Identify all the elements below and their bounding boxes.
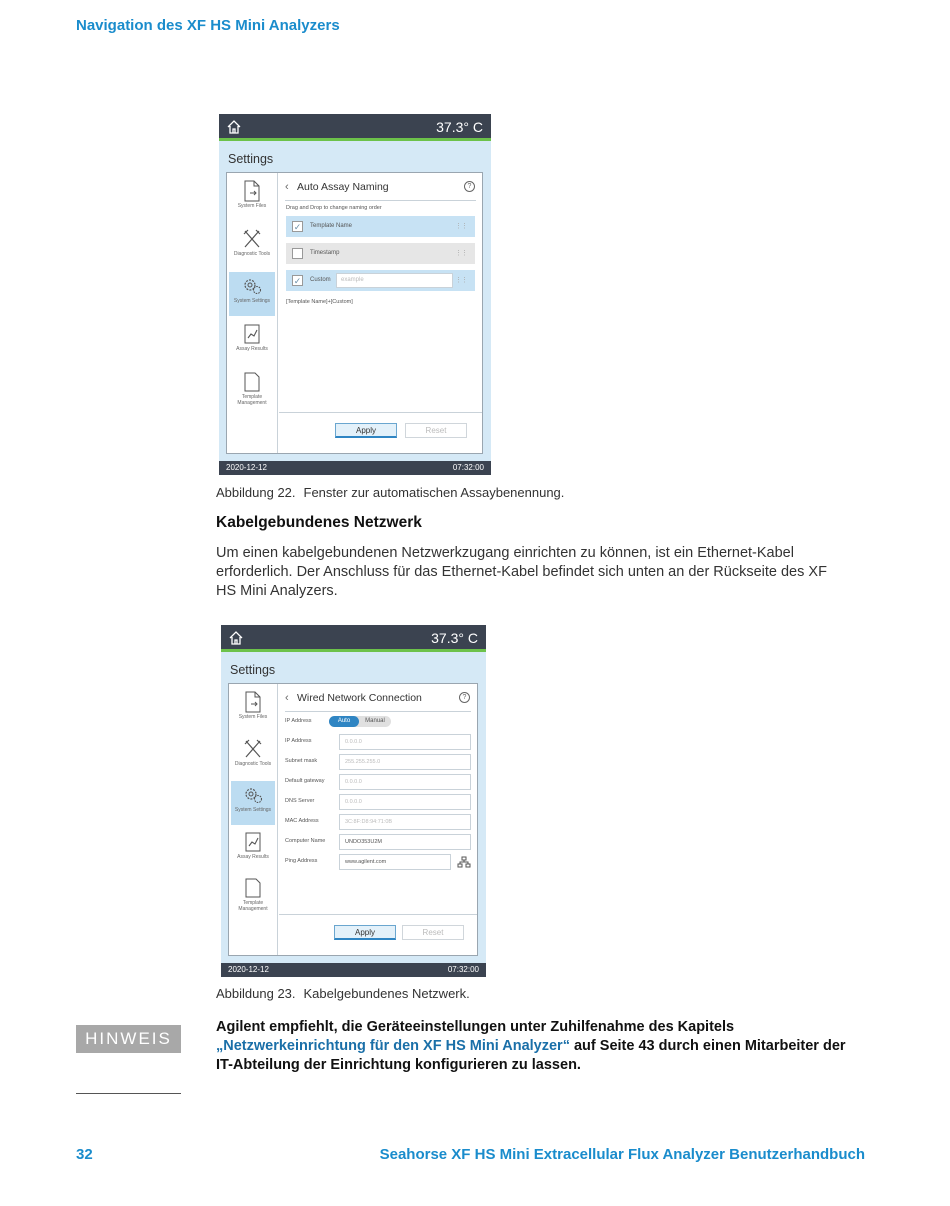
sidebar-item-diagnostic-tools[interactable]: Diagnostic Tools	[229, 225, 275, 269]
content-title: ‹ Wired Network Connection ?	[285, 690, 471, 712]
chart-doc-icon	[242, 323, 262, 345]
file-icon	[242, 180, 262, 202]
chapter-link[interactable]: „Netzwerkeinrichtung für den XF HS Mini Analyzer“	[216, 1038, 570, 1054]
note-text: Agilent empfiehlt, die Geräteeinstellungen unter Zuhilfenahme des Kapitels „Netzwerkeinrichtung für den XF HS Mini Analyzer“ auf Seite 43 durch einen Mitarbeiter der IT-Abteilung der Einrichtung konfigurieren zu lassen.	[216, 1019, 846, 1073]
template-icon	[243, 877, 263, 899]
date-readout: 2020-12-12	[226, 463, 267, 472]
temperature-readout: 37.3° C	[436, 119, 483, 135]
top-bar	[219, 114, 491, 141]
naming-row-timestamp[interactable]: Timestamp ⋮⋮	[286, 243, 475, 264]
checkbox[interactable]	[292, 248, 303, 259]
wired-network-screenshot	[221, 625, 486, 977]
gear-icon	[241, 275, 263, 297]
subnet-mask-row: Subnet mask 255.255.255.0	[285, 754, 471, 770]
sidebar-item-diagnostic-tools[interactable]: Diagnostic Tools	[231, 735, 275, 779]
sidebar-item-system-files[interactable]: System Files	[231, 688, 275, 732]
network-ping-icon[interactable]	[457, 856, 471, 868]
ip-mode-row: IP Address Auto Manual	[285, 714, 471, 730]
sidebar-item-template-management[interactable]: Template Management	[229, 368, 275, 412]
reset-button[interactable]: Reset	[402, 925, 464, 940]
settings-content	[279, 684, 477, 955]
ip-address-row: IP Address 0.0.0.0	[285, 734, 471, 750]
content-footer	[279, 914, 477, 955]
naming-row-template[interactable]: ✓ Template Name ⋮⋮	[286, 216, 475, 237]
running-header: Navigation des XF HS Mini Analyzers	[76, 17, 340, 34]
settings-title: Settings	[228, 152, 274, 166]
dns-server-field[interactable]: 0.0.0.0	[339, 794, 471, 810]
date-readout: 2020-12-12	[228, 965, 269, 974]
file-icon	[243, 691, 263, 713]
section-heading: Kabelgebundenes Netzwerk	[216, 514, 422, 531]
apply-button[interactable]: Apply	[334, 925, 396, 940]
bottom-bar	[221, 963, 486, 977]
content-footer	[279, 412, 482, 453]
computer-name-row: Computer Name UNDO353U2M	[285, 834, 471, 850]
time-readout: 07:32:00	[452, 463, 484, 472]
back-chevron-icon[interactable]: ‹	[285, 181, 289, 193]
sidebar-item-template-management[interactable]: Template Management	[231, 874, 275, 918]
naming-row-custom[interactable]: ✓ Custom example ⋮⋮	[286, 270, 475, 291]
checkbox[interactable]: ✓	[293, 222, 302, 232]
top-bar	[221, 625, 486, 652]
settings-sidebar	[227, 173, 278, 453]
drag-handle-icon[interactable]: ⋮⋮	[455, 250, 467, 257]
temperature-readout: 37.3° C	[431, 630, 478, 646]
checkbox[interactable]: ✓	[293, 276, 302, 286]
tools-icon	[243, 738, 263, 760]
ip-mode-manual[interactable]: Manual	[365, 718, 385, 724]
ping-address-field[interactable]: www.agilent.com	[339, 854, 451, 870]
settings-title: Settings	[230, 663, 276, 677]
note-badge: HINWEIS	[76, 1025, 181, 1053]
gear-icon	[242, 784, 264, 806]
ip-mode-auto[interactable]: Auto	[329, 716, 359, 727]
drag-handle-icon[interactable]: ⋮⋮	[455, 277, 467, 284]
page-number: 32	[76, 1146, 93, 1163]
content-title: ‹ Auto Assay Naming ?	[285, 179, 476, 201]
sidebar-item-assay-results[interactable]: Assay Results	[229, 320, 275, 364]
help-icon[interactable]: ?	[459, 692, 470, 703]
ip-mode-toggle[interactable]	[329, 716, 391, 727]
chart-doc-icon	[243, 831, 263, 853]
home-icon[interactable]	[228, 630, 244, 646]
section-paragraph: Um einen kabelgebundenen Netzwerkzugang einrichten zu können, ist ein Ethernet-Kabel erforderlich. Der Anschluss für das Ethernet-Kabel befindet sich unten an der Rückseite des XF HS Mini Analyzers.	[216, 545, 827, 599]
settings-sidebar	[229, 684, 278, 955]
note-divider	[76, 1093, 181, 1094]
default-gateway-field[interactable]: 0.0.0.0	[339, 774, 471, 790]
back-chevron-icon[interactable]: ‹	[285, 692, 289, 704]
default-gateway-row: Default gateway 0.0.0.0	[285, 774, 471, 790]
footer-title: Seahorse XF HS Mini Extracellular Flux Analyzer Benutzerhandbuch	[379, 1146, 865, 1163]
settings-content	[279, 173, 482, 453]
drag-handle-icon[interactable]: ⋮⋮	[455, 223, 467, 230]
ip-address-field[interactable]: 0.0.0.0	[339, 734, 471, 750]
tools-icon	[242, 228, 262, 250]
settings-panel	[226, 172, 483, 454]
figure-caption-22: Abbildung 22. Fenster zur automatischen Assaybenennung.	[216, 485, 565, 500]
time-readout: 07:32:00	[447, 965, 479, 974]
home-icon[interactable]	[226, 119, 242, 135]
mac-address-field: 3C:8F:D8:94:71:0B	[339, 814, 471, 830]
subnet-mask-field[interactable]: 255.255.255.0	[339, 754, 471, 770]
figure-caption-23: Abbildung 23. Kabelgebundenes Netzwerk.	[216, 986, 470, 1001]
help-icon[interactable]: ?	[464, 181, 475, 192]
settings-panel	[228, 683, 478, 956]
bottom-bar	[219, 461, 491, 475]
naming-preview: [Template Name]+[Custom]	[286, 299, 353, 305]
computer-name-field[interactable]: UNDO353U2M	[339, 834, 471, 850]
sidebar-item-system-settings[interactable]: System Settings	[231, 781, 275, 825]
sidebar-item-assay-results[interactable]: Assay Results	[231, 828, 275, 872]
mac-address-row: MAC Address 3C:8F:D8:94:71:0B	[285, 814, 471, 830]
template-icon	[242, 371, 262, 393]
ping-address-row: Ping Address www.agilent.com	[285, 854, 471, 870]
custom-input[interactable]: example	[336, 273, 453, 288]
sidebar-item-system-settings[interactable]: System Settings	[229, 272, 275, 316]
reset-button[interactable]: Reset	[405, 423, 467, 438]
drag-instruction: Drag and Drop to change naming order	[286, 205, 382, 211]
dns-server-row: DNS Server 0.0.0.0	[285, 794, 471, 810]
auto-assay-naming-screenshot	[219, 114, 491, 475]
apply-button[interactable]: Apply	[335, 423, 397, 438]
sidebar-item-system-files[interactable]: System Files	[229, 177, 275, 221]
